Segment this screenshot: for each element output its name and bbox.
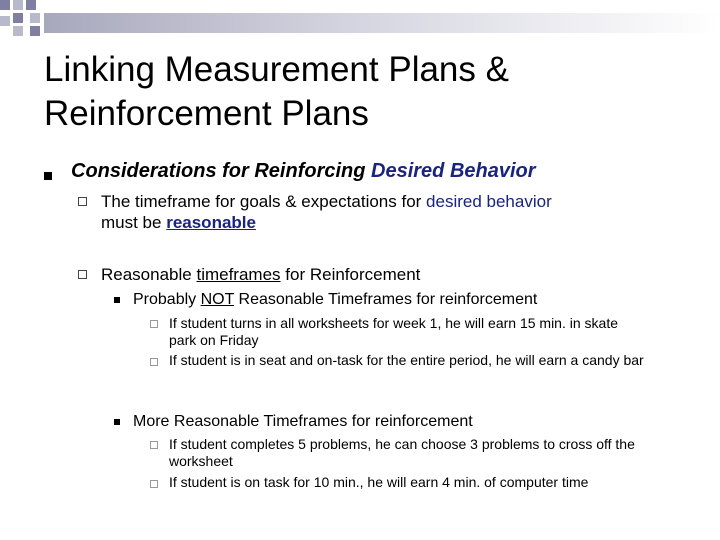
hollow-square-bullet-icon [150, 480, 158, 488]
title-line-1: Linking Measurement Plans & [44, 50, 509, 89]
decor-square [0, 16, 10, 26]
small-square-bullet-icon [114, 297, 120, 303]
hollow-square-bullet-icon [150, 320, 158, 328]
point-reasonable-timeframes [101, 264, 420, 285]
decor-square [13, 13, 23, 23]
point-timeframe [101, 191, 661, 233]
point2-part-2: for Reinforcement [280, 265, 421, 284]
point1-part-1: The timeframe for goals & expectations for [101, 192, 427, 211]
point1-part-2: desired behavior [426, 192, 552, 211]
hollow-square-bullet-icon [78, 270, 87, 279]
decor-square [30, 13, 40, 23]
slide-title [44, 48, 684, 136]
point2-underlined: timeframes [196, 265, 281, 284]
point2-part-1: Reasonable [101, 265, 197, 284]
hollow-square-bullet-icon [150, 358, 158, 366]
not-reasonable-part-2: Reasonable Timeframes for reinforcement [234, 291, 538, 308]
decor-square [0, 0, 10, 10]
more-reasonable-heading: More Reasonable Timeframes for reinforcement [133, 413, 473, 430]
small-square-bullet-icon [114, 419, 120, 425]
decor-square [30, 26, 40, 36]
list-item: If student turns in all worksheets for week 1, he will earn 15 min. in skate park on Friday [169, 315, 618, 348]
hollow-square-bullet-icon [78, 197, 87, 206]
point1-part-3: must be [101, 213, 167, 232]
list-item: If student completes 5 problems, he can choose 3 problems to cross off the worksheet [169, 436, 635, 469]
point1-emphasis: reasonable [166, 213, 256, 232]
decor-square [13, 0, 23, 10]
gradient-bar [44, 13, 720, 33]
not-reasonable-part-1: Probably [133, 291, 201, 308]
square-bullet-icon [44, 167, 52, 185]
title-line-2: Reinforcement Plans [44, 94, 369, 133]
decor-square [26, 0, 36, 10]
section-heading [71, 160, 536, 183]
heading-part-2: Desired Behavior [371, 160, 536, 182]
not-reasonable-underlined: NOT [200, 291, 235, 308]
heading-part-1: Considerations for Reinforcing [71, 160, 372, 182]
not-reasonable-heading [133, 290, 537, 310]
hollow-square-bullet-icon [150, 441, 158, 449]
list-item: If student is on task for 10 min., he will earn 4 min. of computer time [169, 474, 589, 490]
decor-square [13, 26, 23, 36]
list-item: If student is in seat and on-task for the entire period, he will earn a candy bar [169, 352, 644, 368]
decorative-header [0, 0, 720, 40]
